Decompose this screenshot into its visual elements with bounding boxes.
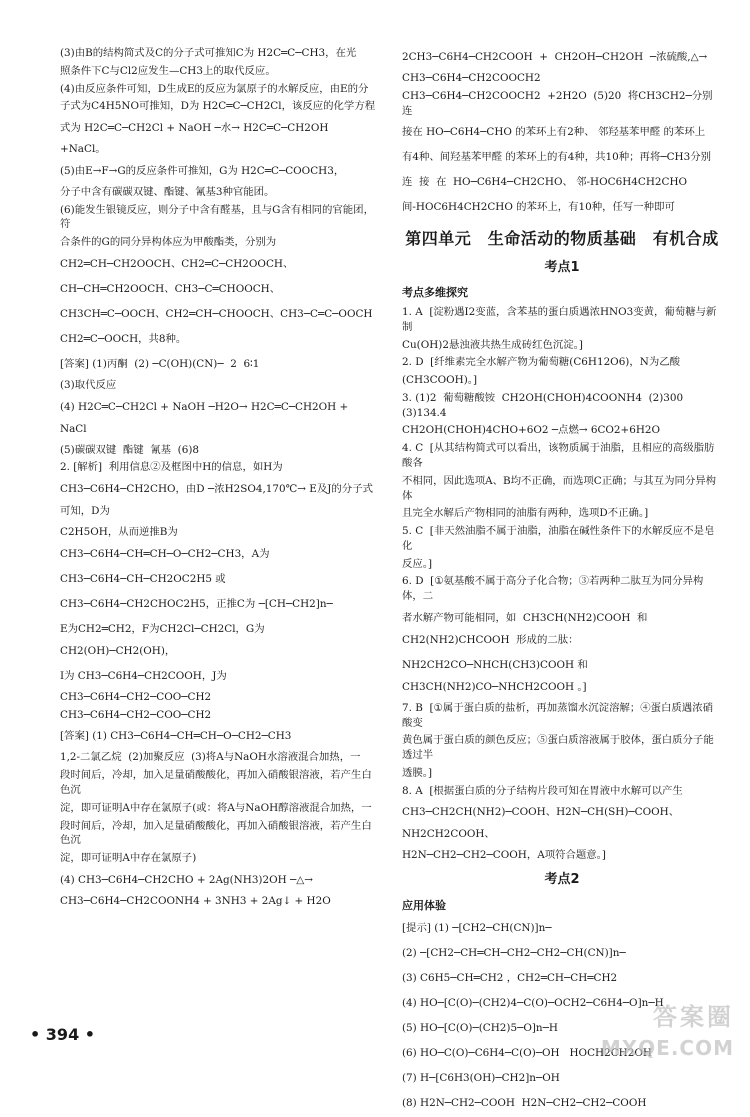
text-line: 有4种、间羟基苯甲醛 的苯环上的有4种，共10种；再将─CH3分别 (402, 151, 711, 164)
formula-line: 者水解产物可能相同，如 CH3CH(NH2)COOH 和 CH2(NH2)CHCOOH 形成的二肽： (402, 611, 655, 646)
answer-line: 反应。] (402, 557, 433, 570)
answer-line: 2. D [纤维素完全水解产物为葡萄糖(C6H12O6)，N为乙酸 (402, 356, 681, 369)
formula-line: CH3─C6H4─CH─CH2OC2H5 或 (60, 572, 226, 585)
text-line: 淀，即可证明A中存在氯原子(或：将A与NaOH醇溶液混合加热，一 (60, 801, 372, 814)
hint-line: [提示] (1) ─[CH2─CH(CN)]n─ (402, 922, 552, 935)
equation-line: 式为 H2C═C─CH2Cl + NaOH ─水→ H2C═C─CH2OH (60, 122, 329, 135)
section-title-kaodian-1: 考点1 (544, 260, 580, 276)
answer-line: (CH3COOH)。] (402, 374, 478, 387)
text-line: +NaCl。 (60, 143, 106, 156)
answer-line: 4. C [从其结构简式可以看出，该物质属于油脂，且相应的高级脂肪酸各 (402, 442, 715, 469)
answer-line: Cu(OH)2悬浊液共热生成砖红色沉淀。] (402, 338, 583, 351)
formula-line: CH3─C6H4─CH═CH─O─CH2─CH3，A为 (60, 547, 270, 560)
hint-line: (7) H─[C6H3(OH)─CH2]n─OH (402, 1072, 560, 1085)
answer-line: 6. D [①氨基酸不属于高分子化合物；③若两种二肽互为同分异构体，二 (402, 575, 704, 603)
text-line: (4)由反应条件可知，D生成E的反应为氯原子的水解反应，由E的分 (60, 82, 369, 95)
answer-line: [答案] (1)丙酮 (2) ─C(OH)(CN)─ 2 6∶1 (60, 357, 260, 370)
equation-line: (4) CH3─C6H4─CH2CHO + 2Ag(NH3)2OH ─△→ (60, 873, 313, 886)
text-line: 连 接 在 HO─C6H4─CH2CHO、 邻-HOC6H4CH2CHO (402, 176, 688, 189)
text-line: 子式为C4H5NO可推知，D为 H2C═C─CH2Cl，该反应的化学方程 (60, 100, 376, 113)
text-line: (3)由B的结构简式及C的分子式可推知C为 H2C═C─CH3，在光 (60, 47, 357, 59)
answer-line: 透膜。] (402, 766, 433, 779)
text-line: 1,2-二氯乙烷 (2)加聚反应 (3)将A与NaOH水溶液混合加热，一 (60, 751, 361, 764)
answer-line: [答案] (1) CH3─C6H4─CH═CH─O─CH2─CH3 (60, 730, 292, 743)
section-title-kaodian-2: 考点2 (544, 872, 580, 888)
watermark-logo (601, 1000, 734, 1062)
equation-line: CH3─C6H4─CH2COONH4 + 3NH3 + 2Ag↓ + H2O (60, 894, 331, 907)
text-line: (6)能发生银镜反应，则分子中含有醛基，且与G含有相同的官能团，符 (60, 203, 374, 231)
right-column (402, 46, 722, 1117)
answer-line: 黄色属于蛋白质的颜色反应；⑤蛋白质溶液属于胶体，蛋白质分子能透过半 (402, 734, 714, 762)
formula-line: CH3─C6H4─CH2COOCH2 +2H2O (5)20 将CH3CH2─分别连 (402, 89, 713, 117)
text-line: 照条件下C与Cl2应发生—CH3上的取代反应。 (60, 64, 276, 77)
text-line: 段时间后，冷却，加入足量硝酸酸化，再加入硝酸银溶液，若产生白色沉 (60, 819, 372, 847)
formula-line: CH3─CH2CH(NH2)─COOH、H2N─CH(SH)─COOH、NH2CH2COOH、 (402, 806, 680, 841)
formula-line: CH3─C6H4─CH2─COO─CH2 (60, 690, 212, 703)
subsection-title: 应用体验 (402, 898, 446, 912)
formula-line: I为 CH3─C6H4─CH2COOH，J为 (60, 669, 227, 682)
formula-line: H2N─CH2─CH2─COOH，A项符合题意。] (402, 849, 606, 862)
hint-line: (3) C6H5─CH═CH2 ，CH2═CH─CH═CH2 (402, 972, 618, 985)
answer-line: 1. A [淀粉遇I2变蓝，含苯基的蛋白质遇浓HNO3变黄，葡萄糖与新制 (402, 306, 717, 333)
hint-line: (6) HO─C(O)─C6H4─C(O)─OH HOCH2CH2OH (402, 1047, 652, 1060)
text-line: C2H5OH，从而逆推B为 (60, 526, 178, 539)
unit-title: 第四单元 生命活动的物质基础 有机合成 (405, 229, 719, 249)
formula-line: NH2CH2CO─NHCH(CH3)COOH 和 CH3CH(NH2)CO─NHCH2COOH 。] (402, 658, 592, 693)
formula-line: CH2═C─OOCH，共8种。 (60, 332, 187, 345)
answer-line: 且完全水解后产物相同的油脂有两种，选项D不正确。] (402, 507, 649, 520)
text-line: 分子中含有碳碳双键、酯键、氰基3种官能团。 (60, 185, 275, 198)
question-2-line: 2. [解析] 利用信息②及框图中H的信息，如H为 (60, 461, 283, 474)
watermark-domain: MXQE.COM (600, 1035, 734, 1060)
answer-line: 不相同，因此选项A、B均不正确，而选项C正确；与其互为同分异构体 (402, 474, 717, 502)
formula-line: CH2═CH─CH2OOCH、CH2═C─CH2OOCH、 (60, 257, 294, 270)
answer-line: 8. A [根据蛋白质的分子结构片段可知在胃液中水解可以产生 (402, 784, 683, 797)
hint-line: (5) HO─[C(O)─(CH2)5─O]n─H (402, 1022, 558, 1035)
equation-line: (4) H2C═C─CH2Cl + NaOH ─H2O→ H2C═C─CH2OH + NaCl (60, 400, 352, 435)
watermark-text: 答案圈 (653, 1002, 734, 1031)
answer-line: 5. C [非天然油脂不属于油脂，油脂在碱性条件下的水解反应不是皂化 (402, 525, 715, 552)
text-line: (5)碳碳双键 酯键 氰基 (6)8 (60, 443, 199, 456)
hint-line: (4) HO─[C(O)─(CH2)4─C(O)─OCH2─C6H4─O]n─H (402, 997, 664, 1010)
text-line: 淀，即可证明A中存在氯原子) (60, 852, 197, 865)
answer-line: 3. (1)2 葡萄糖酸铵 CH2OH(CHOH)4COONH4 (2)300 (3)134.4 (402, 391, 690, 419)
formula-line: CH3─C6H4─CH2─COO─CH2 (60, 708, 212, 721)
text-line: 接在 HO─C6H4─CHO 的苯环上有2种、 邻羟基苯甲醛 的苯环上 (402, 126, 706, 139)
text-line: (3)取代反应 (60, 378, 117, 391)
left-column (60, 46, 378, 912)
formula-line: CH3CH═C─OOCH、CH2═CH─CHOOCH、CH3─C═C─OOCH (60, 307, 373, 320)
formula-line: E为CH2═CH2，F为CH2Cl─CH2Cl，G为 CH2(OH)─CH2(OH)， (60, 622, 268, 657)
answer-line: 7. B [①属于蛋白质的盐析，再加蒸馏水沉淀溶解；④蛋白质遇浓硝酸变 (402, 701, 713, 729)
formula-line: CH3─C6H4─CH2COOCH2 (402, 72, 541, 84)
text-line: (5)由E→F→G的反应条件可推知，G为 H2C═C─COOCH3， (60, 164, 345, 177)
text-line: 合条件的G的同分异构体应为甲酸酯类，分别为 (60, 236, 277, 249)
text-line: CH3─C6H4─CH2CHO，由D ─浓H2SO4,170℃→ E及J的分子式可知，D为 (60, 483, 373, 518)
text-line: 段时间后，冷却，加入足量硝酸酸化，再加入硝酸银溶液，若产生白色沉 (60, 769, 372, 797)
text-line: 间-HOC6H4CH2CHO 的苯环上，有10种，任写一种即可 (402, 201, 675, 214)
formula-line: CH3─C6H4─CH2CHOC2H5，正推C为 ─[CH─CH2]n─ (60, 597, 333, 610)
subsection-title: 考点多维探究 (402, 286, 468, 300)
hint-line: (2) ─[CH2─CH═CH─CH2─CH2─CH(CN)]n─ (402, 947, 626, 960)
page-number: • 394 • (30, 1025, 95, 1044)
hint-line: (8) H2N─CH2─COOH H2N─CH2─CH2─COOH (402, 1097, 647, 1110)
equation-line: CH2OH(CHOH)4CHO+6O2 ─点燃→ 6CO2+6H2O (402, 424, 661, 437)
formula-line: CH─CH═CH2OOCH、CH3─C═CHOOCH、 (60, 282, 281, 295)
equation-line: 2CH3─C6H4─CH2COOH + CH2OH─CH2OH ─浓硫酸,△→ (402, 51, 708, 63)
